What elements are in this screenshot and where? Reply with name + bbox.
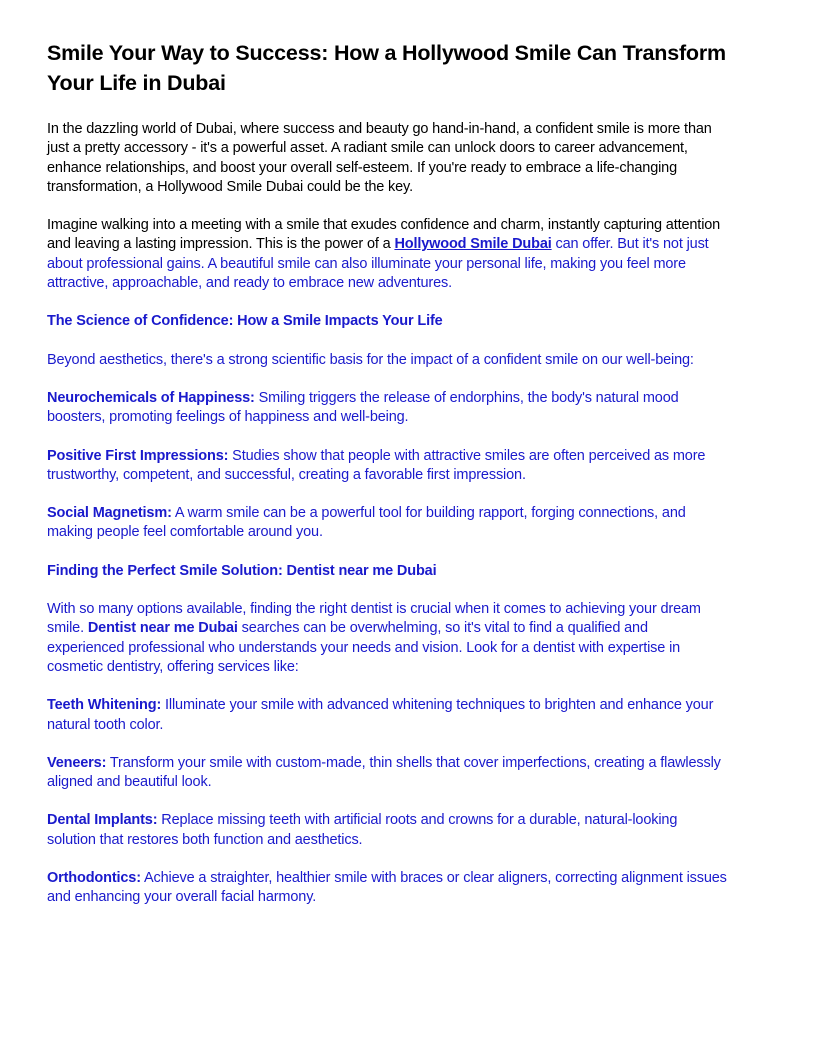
section-science-intro: Beyond aesthetics, there's a strong scientific basis for the impact of a confident smile on our well-being: [47,351,694,368]
document-page [47,38,727,908]
dentist-near-me-bold: Dentist near me Dubai [87,620,238,637]
list-item-label: Veneers: [47,754,107,771]
list-item-label: Social Magnetism: [47,505,172,522]
list-item-text: Achieve a straighter, healthier smile with braces or clear aligners, correcting alignment issues and enhancing your overall facial harmony. [47,870,727,906]
list-item-dental-implants [47,811,727,850]
list-item-text: Illuminate your smile with advanced whitening techniques to brighten and enhance your natural tooth color. [47,697,714,733]
list-item-label: Positive First Impressions: [47,447,229,464]
section-dentist-intro [47,600,727,677]
list-item-text: Transform your smile with custom-made, thin shells that cover imperfections, creating a flawlessly aligned and beautiful look. [47,754,721,791]
section-heading-science: The Science of Confidence: How a Smile Impacts Your Life [47,313,443,330]
section-heading-dentist: Finding the Perfect Smile Solution: Dentist near me Dubai [47,562,437,579]
list-item-text: Smiling triggers the release of endorphins, the body's natural mood boosters, promoting feelings of happiness and well-being. [47,389,679,426]
list-item-label: Dental Implants: [47,812,158,829]
list-item-text: Replace missing teeth with artificial roots and crowns for a durable, natural-looking solution that restores both function and aesthetics. [47,812,678,848]
list-item-teeth-whitening [47,696,727,735]
section-dentist-intro-lead: With so many options available, finding the right dentist is crucial when it comes to achieving your dream smile. [47,601,701,637]
intro-paragraph-1: In the dazzling world of Dubai, where success and beauty go hand-in-hand, a confident smile is more than just a pretty accessory - it's a powerful asset. A radiant smile can unlock doors to career advancement, enhance relationships, and boost your overall self-esteem. If you're ready to embrace a life-changing transformation, a Hollywood Smile Dubai could be the key. [47,121,712,195]
list-item-text: Studies show that people with attractive smiles are often perceived as more trustworthy, competent, and successful, creating a favorable first impression. [47,447,706,483]
list-item-label: Teeth Whitening: [47,697,162,714]
list-item-first-impressions [47,447,727,486]
list-item-text: A warm smile can be a powerful tool for building rapport, forging connections, and making people feel comfortable around you. [47,505,686,541]
list-item-label: Neurochemicals of Happiness: [47,389,255,406]
list-item-neurochemicals [47,389,727,428]
hollywood-smile-dubai-link[interactable]: Hollywood Smile Dubai [394,236,552,253]
list-item-label: Orthodontics: [47,870,141,887]
list-item-orthodontics [47,869,727,908]
page-title: Smile Your Way to Success: How a Hollywood Smile Can Transform Your Life in Dubai [47,41,726,95]
intro-paragraph-2 [47,216,727,293]
intro-paragraph-2-tail: can offer. But it's not just about professional gains. A beautiful smile can also illuminate your personal life, making you feel more attractive, approachable, and ready to embrace new adventures. [47,236,709,292]
list-item-social-magnetism [47,504,727,543]
section-dentist-intro-tail: searches can be overwhelming, so it's vital to find a qualified and experienced professional who understands your needs and vision. Look for a dentist with expertise in cosmetic dentistry, offering services like: [47,620,681,675]
list-item-veneers [47,754,727,793]
intro-paragraph-2-lead: Imagine walking into a meeting with a smile that exudes confidence and charm, instantly capturing attention and leaving a lasting impression. This is the power of a [47,217,721,253]
